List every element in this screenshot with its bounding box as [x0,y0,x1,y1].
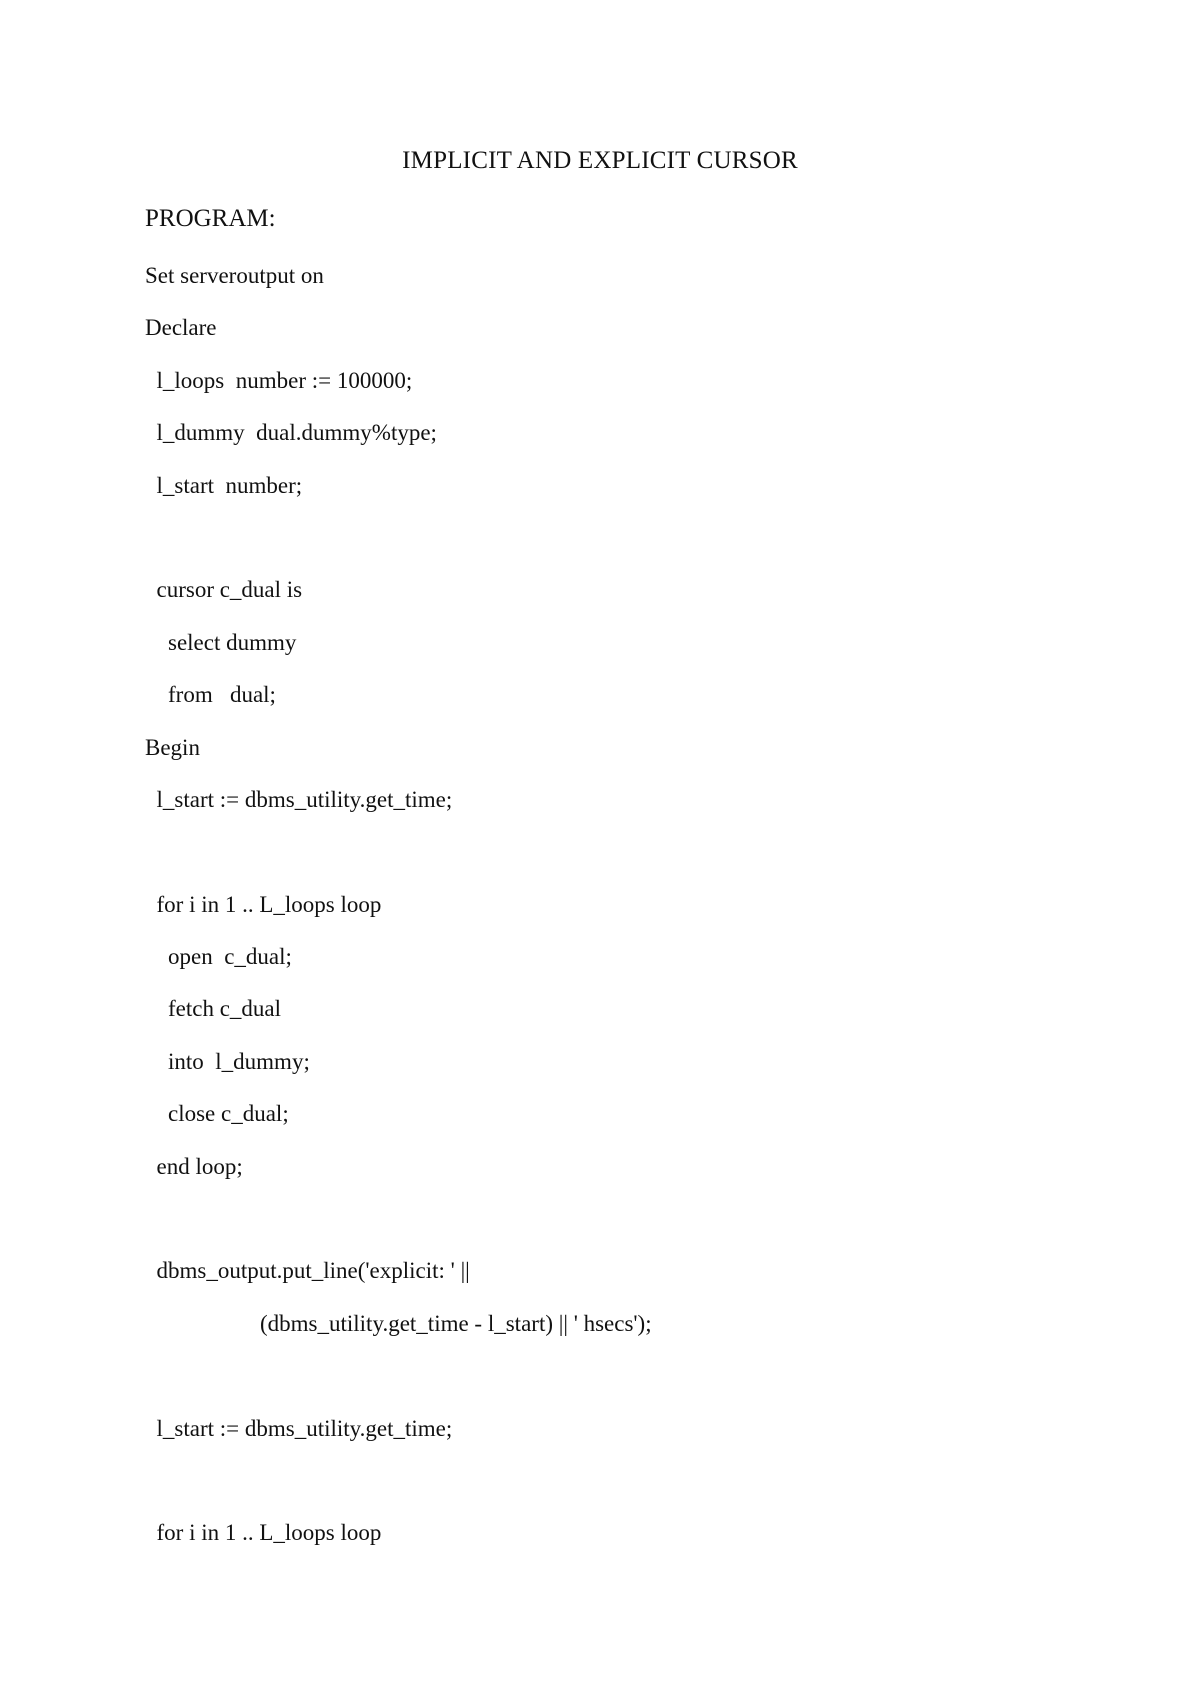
code-line: close c_dual; [145,1101,289,1127]
code-line: for i in 1 .. L_loops loop [145,891,382,917]
program-heading: PROGRAM: [145,205,276,232]
code-line-blank [145,1360,1145,1412]
document-title: IMPLICIT AND EXPLICIT CURSOR [402,147,798,174]
code-line: Set serveroutput on [145,263,324,288]
code-line: from dual; [145,682,276,708]
code-line: l_dummy dual.dummy%type; [145,420,437,446]
code-line-blank [145,1203,1145,1255]
code-line: (dbms_utility.get_time - l_start) || ' hsecs'); [145,1310,652,1336]
code-line-blank [145,522,1145,574]
code-line: Declare [145,315,217,341]
code-line: l_start := dbms_utility.get_time; [145,786,453,812]
code-line-blank [145,836,1145,888]
code-line: l_start := dbms_utility.get_time; [145,1415,453,1441]
code-line: into l_dummy; [145,1048,310,1074]
code-line: Begin [145,734,200,760]
code-line: for i in 1 .. L_loops loop [145,1520,382,1546]
code-block [145,260,1145,1570]
code-line: fetch c_dual [145,996,282,1022]
code-line: l_start number; [145,472,303,498]
code-line-blank [145,1465,1145,1517]
code-line: cursor c_dual is [145,577,303,603]
code-line: open c_dual; [145,944,292,970]
code-line: end loop; [145,1153,243,1179]
code-line: l_loops number := 100000; [145,367,413,393]
code-line: dbms_output.put_line('explicit: ' || [145,1258,470,1284]
code-line: select dummy [145,629,297,655]
